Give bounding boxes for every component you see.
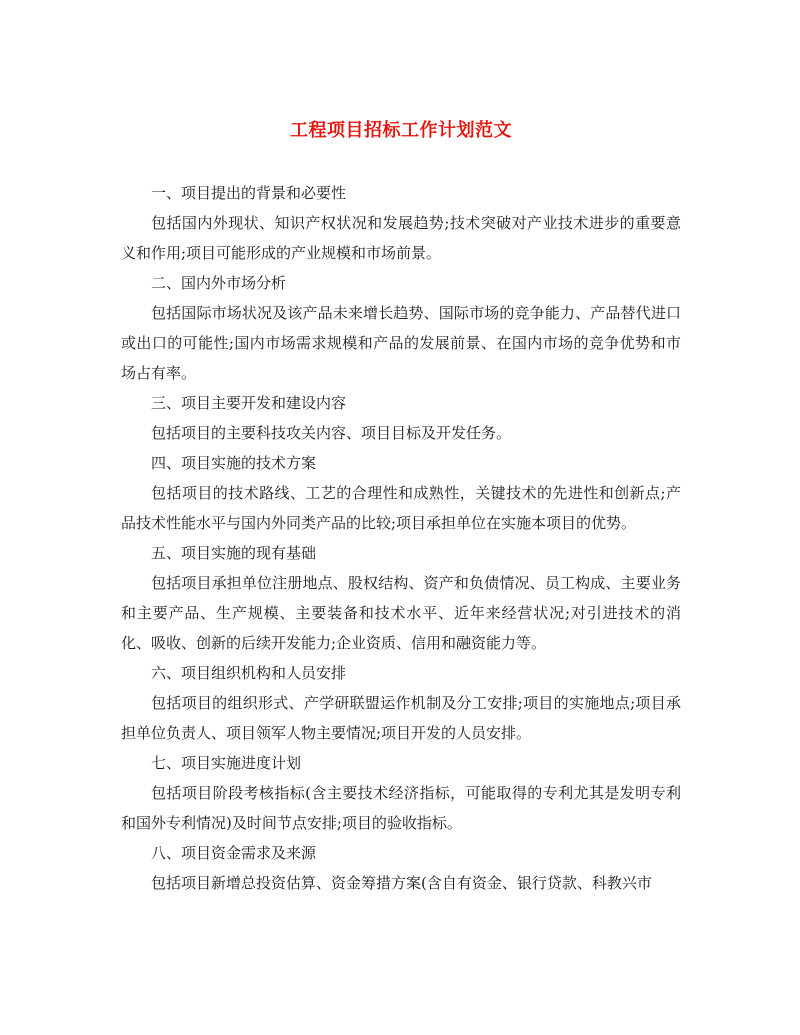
- section-heading: 二、国内外市场分析: [151, 274, 287, 292]
- section-text: 包括项目的技术路线、工艺的合理性和成熟性，关键技术的先进性和创新点;产品技术性能水平与国内外同类产品的比较;项目承担单位在实施本项目的优势。: [121, 484, 681, 532]
- section-text: 包括国际市场状况及该产品未来增长趋势、国际市场的竞争能力、产品替代进口或出口的可能性;国内市场需求规模和产品的发展前景、在国内市场的竞争优势和市场占有率。: [121, 304, 681, 382]
- section-heading: 六、项目组织机构和人员安排: [151, 664, 347, 682]
- section-heading: 一、项目提出的背景和必要性: [151, 184, 347, 202]
- document-body: [121, 178, 681, 898]
- document-title: 工程项目招标工作计划范文: [290, 120, 512, 141]
- section-heading: 四、项目实施的技术方案: [151, 454, 317, 472]
- section-heading: 五、项目实施的现有基础: [151, 544, 317, 562]
- section-heading: 八、项目资金需求及来源: [151, 844, 317, 862]
- section-heading: 三、项目主要开发和建设内容: [151, 394, 347, 412]
- section-text: 包括项目承担单位注册地点、股权结构、资产和负债情况、员工构成、主要业务和主要产品、生产规模、主要装备和技术水平、近年来经营状况;对引进技术的消化、吸收、创新的后续开发能力;企业资质、信用和融资能力等。: [121, 574, 681, 652]
- section-text: 包括项目的组织形式、产学研联盟运作机制及分工安排;项目的实施地点;项目承担单位负责人、项目领军人物主要情况;项目开发的人员安排。: [121, 694, 681, 742]
- section-text: 包括项目的主要科技攻关内容、项目目标及开发任务。: [151, 424, 512, 442]
- section-text: 包括项目阶段考核指标(含主要技术经济指标，可能取得的专利尤其是发明专利和国外专利情况)及时间节点安排;项目的验收指标。: [121, 784, 681, 832]
- section-text: 包括项目新增总投资估算、资金筹措方案(含自有资金、银行贷款、科教兴市: [151, 874, 652, 892]
- section-text: 包括国内外现状、知识产权状况和发展趋势;技术突破对产业技术进步的重要意义和作用;项目可能形成的产业规模和市场前景。: [121, 214, 681, 262]
- section-heading: 七、项目实施进度计划: [151, 754, 302, 772]
